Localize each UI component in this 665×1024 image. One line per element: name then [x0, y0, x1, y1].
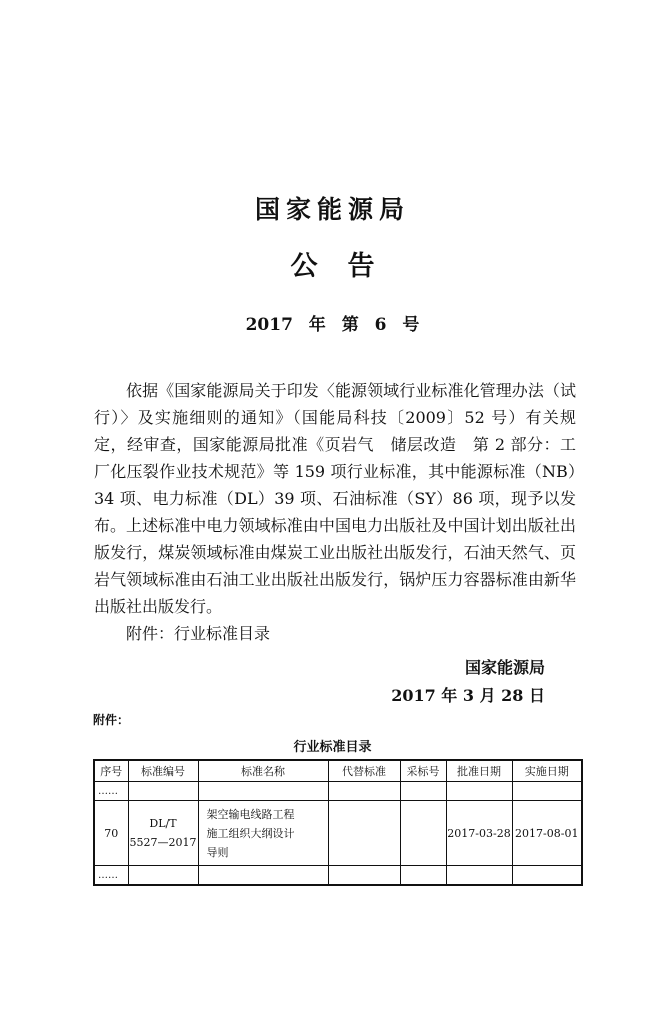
ellipsis-cell: ……	[94, 782, 128, 801]
attachment-label: 附件：	[93, 713, 130, 727]
standard-name-cell	[198, 801, 328, 866]
signature-agency: 国家能源局	[464, 658, 545, 677]
agency-title: 国家能源局	[254, 195, 410, 224]
table-row-ellipsis	[94, 866, 582, 886]
seq-cell: 70	[94, 801, 128, 866]
column-header: 实施日期	[512, 760, 582, 782]
table-header-row	[94, 760, 582, 782]
name-line-2: 施工组织大纲设计	[206, 826, 295, 840]
name-line-3: 导则	[206, 845, 229, 859]
column-header: 代替标准	[328, 760, 400, 782]
standard-code-cell	[128, 801, 198, 866]
signature-date: 2017 年 3 月 28 日	[391, 686, 545, 705]
ellipsis-cell: ……	[94, 866, 128, 886]
adopted-cell	[400, 801, 446, 866]
body-paragraph-2	[94, 512, 576, 620]
effective-date-cell: 2017-08-01	[512, 801, 582, 866]
code-line-2: 5527—2017	[129, 836, 197, 849]
table-row-ellipsis	[94, 782, 582, 801]
paragraph-2-text: 上述标准中电力领域标准由中国电力出版社及中国计划出版社出版发行，煤炭领域标准由煤炭工业出版社出版发行，石油天然气、页岩气领域标准由石油工业出版社出版发行，锅炉压力容器标准由新华出版社出版发行。	[94, 516, 576, 616]
column-header: 采标号	[400, 760, 446, 782]
attachment-line-text: 附件：行业标准目录	[126, 624, 271, 643]
code-line-1: DL/T	[149, 817, 177, 830]
name-line-1: 架空输电线路工程	[206, 807, 295, 821]
notice-title: 公告	[290, 251, 405, 282]
column-header: 标准编号	[128, 760, 198, 782]
paragraph-1-text: 依据《国家能源局关于印发〈能源领域行业标准化管理办法（试行）〉及实施细则的通知》（国能局科技〔2009〕52 号）有关规定，经审查，国家能源局批准《页岩气 储层改造 第 2 部分：工厂化压裂作业技术规范》等 159 项行业标准，其中能源标准（NB）34 项、电力标准（DL）39 项、石油标准（SY）86 项，现予以发布。	[94, 381, 576, 535]
column-header: 标准名称	[198, 760, 328, 782]
approved-date-cell: 2017-03-28	[446, 801, 512, 866]
replaces-cell	[328, 801, 400, 866]
column-header: 序号	[94, 760, 128, 782]
column-header: 批准日期	[446, 760, 512, 782]
attachment-line	[94, 620, 576, 647]
standards-catalog-table	[93, 759, 583, 886]
catalog-title: 行业标准目录	[293, 740, 372, 755]
table-row	[94, 801, 582, 866]
notice-number: 2017 年 第 6 号	[245, 315, 420, 335]
